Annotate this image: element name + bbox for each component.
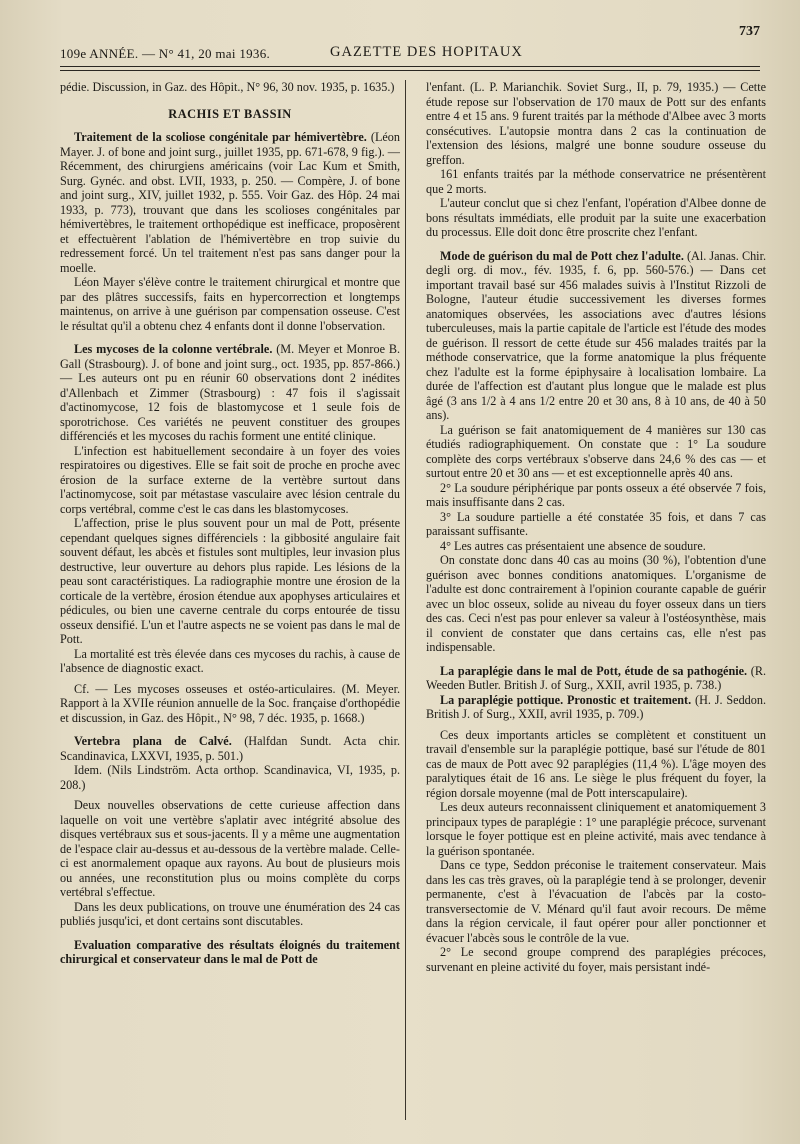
article-title: La paraplégie pottique. Pronostic et traitement. <box>440 692 692 707</box>
header-rule-double <box>60 70 760 71</box>
journal-title: GAZETTE DES HOPITAUX <box>330 44 523 60</box>
article-paragraph: Ces deux importants articles se complètent et constituent un travail d'ensemble sur la paraplégie pottique, basé sur l'étude de 801 cas de maux de Pott avec 92 paraplégies (11,4 %). L'âge moyen des paralytiques était de 16 ans. Le siège le plus fréquent du foyer, la région dorsale moyenne (mal de Pott interscapulaire). <box>426 727 766 800</box>
article-title: Mode de guérison du mal de Pott chez l'adulte. <box>440 248 684 263</box>
article-body: (Halfdan Sundt. Acta chir. Scandinavica, LXXVI, 1935, p. 501.) <box>60 734 401 763</box>
header-rule <box>60 66 760 67</box>
article-paragraph: Dans les deux publications, on trouve une énumération des 24 cas publiés jusqu'ici, et dont certains sont discutables. <box>60 899 400 928</box>
article-continuation: l'enfant. (L. P. Marianchik. Soviet Surg., II, p. 79, 1935.) — Cette étude repose sur l'observation de 170 maux de Pott sur des enfants entre 4 et 15 ans. 9 furent traités par la méthode d'Albee avec 3 morts consécutives. L'autopsie montra dans 2 cas la continuation de l'extension des lésions, malgré une bonne soudure osseuse du greffon. <box>426 80 766 167</box>
article-paragraph: Cf. — Les mycoses osseuses et ostéo-articulaires. (M. Meyer. Rapport à la XVIIe réunion annuelle de la Soc. française d'orthopédie et discussion, in Gaz. des Hôpit., N° 98, 7 déc. 1935, p. 1668.) <box>60 681 400 725</box>
article-paragraph: L'affection, prise le plus souvent pour un mal de Pott, présente cependant quelques signes différenciels : la gibbosité angulaire fait souvent défaut, les abcès et fistules sont multiples, leur invasion plus destructive, leur ouverture au dehors plus rapide. Les lésions de la peau sont caractéristiques. La radiographie montre une érosion de la corticale de la vertèbre, érosion étendue aux apophyses articulaires et pédicules, ou bien une caverne centrale du corps entourée de tissu osseux densifié. L'un et l'autre aspects ne se voient pas dans le mal de Pott. <box>60 516 400 646</box>
article-title: La paraplégie dans le mal de Pott, étude de sa pathogénie. <box>440 663 748 678</box>
article-paragraph: L'auteur conclut que si chez l'enfant, l'opération d'Albee donne de bons résultats immédiats, elle produit par la suite une exacerbation du processus. Elle doit donc être proscrite chez l'enfant. <box>426 196 766 239</box>
article-body: (Léon Mayer. J. of bone and joint surg., juillet 1935, pp. 671-678, 9 fig.). — Récemment, des chirurgiens américains (voir Lac Kum et Smith, Surg. Gynéc. and obst. LVII, 1933, p. 250. — Compère, J. of bone and joint surg., XIV, juillet 1932, p. 555. Voir Gaz. des Hôp. 24 mai 1933, p. 773), trouvant que dans les scolioses congénitales par hémivertèbres, le traitement orthopédique est inefficace, proposèrent et effectuèrent l'ablation de l'hémivertèbre en trop suivie du redressement forcé. Un tel traitement n'est pas sans danger pour la moelle. <box>60 130 400 275</box>
article-body: (H. J. Seddon. British J. of Surg., XXII, avril 1935, p. 709.) <box>426 692 766 721</box>
article-title: Evaluation comparative des résultats éloignés du traitement chirurgical et conservateur dans le mal de Pott de <box>60 937 400 966</box>
article-paragraph: Les deux auteurs reconnaissent cliniquement et anatomiquement 3 principaux types de paraplégie : 1° une paraplégie précoce, survenant lorsque le foyer pottique est en pleine activité, mais avec tendance à la guérison spontanée. <box>426 800 766 858</box>
article-body: (Al. Janas. Chir. degli org. di mov., fév. 1935, f. 6, pp. 560-576.) — Dans cet important travail basé sur 456 malades suivis à l'Institut Rizzoli de Bologne, l'auteur étudie successivement les diverses formes anatomiques observées, les associations avec d'autres lésions tuberculeuses, mais la partie capitale de l'article est l'étude des modes de guérison. Il ressort de cette étude sur 456 malades traités par la méthode conservatrice, que la forme anatomique la plus fréquente chez l'adulte est la forme épiphysaire à localisation lombaire. La durée de l'affection est d'autant plus longue que le malade est plus âgé (3 ans 1/2 à 4 ans 1/2 entre 20 et 30 ans, 8 à 10 ans, de 40 à 50 ans). <box>426 248 766 422</box>
article-paragraph: Léon Mayer s'élève contre le traitement chirurgical et montre que par des plâtres successifs, faits en hypercorrection et longtemps maintenus, on arrive à une guérison par compensation osseuse. C'est le résultat qu'il a obtenu chez 4 enfants dont il donne l'observation. <box>60 275 400 333</box>
article-paragraph: 4° Les autres cas présentaient une absence de soudure. <box>440 538 706 553</box>
issue-info: 109e ANNÉE. — N° 41, 20 mai 1936. <box>60 46 271 61</box>
article-title: Traitement de la scoliose congénitale par hémivertèbre. <box>74 130 367 144</box>
section-title: RACHIS ET BASSIN <box>168 106 292 121</box>
article-paragraph: 2° Le second groupe comprend des paraplégies précoces, survenant en pleine activité du foyer, mais persistant indé- <box>426 945 766 974</box>
article-paragraph: 3° La soudure partielle a été constatée 35 fois, et dans 7 cas paraissant suffisante. <box>426 509 766 538</box>
article-paraplegie-pathogenie <box>426 664 766 693</box>
article-scoliose <box>60 130 400 333</box>
right-column <box>426 80 766 974</box>
article-body: (M. Meyer et Monroe B. Gall (Strasbourg). J. of bone and joint surg., oct. 1935, pp. 857-866.) — Les auteurs ont pu en réunir 60 observations dont 2 inédites d'Allenbach et Zimmer (Strasbourg) : 47 fois il s'agissait d'actinomycose, 12 fois de blastomycose et 1 seule fois de sporotrichose. Ces variétés ne peuvent constituer des groupes différenciés et les mycoses du rachis forment une entité clinique. <box>60 342 401 443</box>
article-paragraph: 2° La soudure périphérique par ponts osseux a été observée 7 fois, mais insuffisante dans 2 cas. <box>426 480 766 509</box>
article-paragraph: Deux nouvelles observations de cette curieuse affection dans laquelle on voit une vertèbre s'aplatir avec intégrité absolue des disques vertébraux sus et sous-jacents. Il y a même une augmentation de l'espace clair au-dessus et au-dessous de la vertèbre malade. Celle-ci est anormalement opaque aux rayons. Au bout de plusieurs mois ou années, une reconstitution plus ou moins complète du corps vertébral s'effectue. <box>60 798 400 899</box>
article-paragraph: On constate donc dans 40 cas au moins (30 %), l'obtention d'une guérison avec bonnes conditions anatomiques. L'organisme de l'adulte est donc contrairement à l'opinion courante capable de guérir avec un bloc osseux, solide au niveau du foyer osseux dans un tiers des cas. Ceci n'est pas pour enlever sa valeur à l'ostéosynthèse, mais il convient de constater que dans certains cas, elle n'est pas indispensable. <box>426 553 766 654</box>
article-evaluation <box>60 938 400 967</box>
article-reference: Idem. (Nils Lindström. Acta orthop. Scandinavica, VI, 1935, p. 208.) <box>60 763 400 792</box>
page-number: 737 <box>739 24 760 39</box>
article-mycoses <box>60 342 400 725</box>
intro-paragraph: pédie. Discussion, in Gaz. des Hôpit., N° 96, 30 nov. 1935, p. 1635.) <box>60 80 395 94</box>
article-paragraph: 161 enfants traités par la méthode conservatrice ne présentèrent que 2 morts. <box>426 167 766 196</box>
article-title: Les mycoses de la colonne vertébrale. <box>74 342 273 356</box>
article-vertebra-plana <box>60 734 400 929</box>
article-body: (R. Weeden Butler. British J. of Surg., XXII, avril 1935, p. 738.) <box>426 663 767 692</box>
left-column <box>60 80 400 967</box>
running-header <box>60 24 760 70</box>
article-paragraph: Dans ce type, Seddon préconise le traitement conservateur. Mais dans les cas très graves, où la paraplégie tend à se prolonger, devenir permanente, c'est à l'évacuation de l'abcès par la costo-transversectomie de V. Ménard qu'il faut avoir recours. De même dans la région cervicale, il faut opérer pour aller ponctionner et évacuer l'abcès sous le contrôle de la vue. <box>426 858 766 945</box>
column-divider <box>405 80 406 1120</box>
article-paragraph: La guérison se fait anatomiquement de 4 manières sur 130 cas étudiés radiographiquement. On constate que : 1° La soudure complète des corps vertébraux s'observe dans 24,6 % des cas — et surtout entre 20 et 30 ans — et est exceptionnelle après 40 ans. <box>426 422 766 480</box>
article-paragraph: La mortalité est très élevée dans ces mycoses du rachis, à cause de l'absence de diagnostic exact. <box>60 646 400 675</box>
article-title: Vertebra plana de Calvé. <box>74 734 232 748</box>
article-paragraph: L'infection est habituellement secondaire à un foyer des voies respiratoires ou digestives. Elle se fait soit de proche en proche avec érosion de la surface externe de la vertèbre surtout dans l'actinomycose, soit par métastase vasculaire avec lésion centrale du corps vertébral, comme c'est le cas dans les blastomycoses. <box>60 443 400 516</box>
article-paraplegie-pottique <box>426 693 766 975</box>
article-guerison-pott <box>426 249 766 655</box>
